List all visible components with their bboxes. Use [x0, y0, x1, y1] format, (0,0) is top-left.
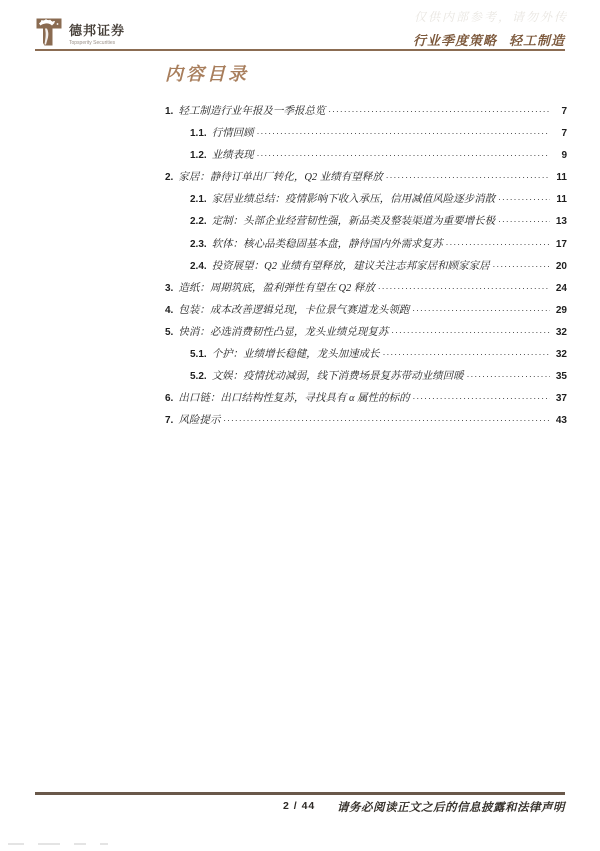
brand-block: [35, 15, 125, 48]
toc-title: 内容目录: [165, 64, 249, 84]
toc-item[interactable]: [165, 168, 567, 190]
toc-item[interactable]: [165, 345, 567, 367]
toc-item-number: 5.2.: [190, 371, 207, 383]
toc-item-title: 业绩表现: [211, 150, 254, 162]
toc-dot-leader: [413, 389, 550, 401]
scan-artifacts: [8, 843, 158, 847]
toc-item-page: 17: [555, 238, 567, 250]
toc-item-page: 7: [561, 106, 567, 117]
toc-item-number: 2.: [165, 172, 174, 184]
brand-text: [69, 15, 125, 46]
toc-item[interactable]: [165, 102, 567, 124]
brand-name: 德邦证券: [69, 23, 126, 38]
toc-item-number: 2.1.: [190, 194, 207, 206]
toc-item-title: 软体：核心品类稳固基本盘，静待国内外需求复苏: [211, 238, 443, 250]
toc-item-page: 35: [555, 371, 567, 383]
toc-item-number: 1.2.: [190, 150, 207, 162]
toc-item-page: 37: [555, 393, 567, 405]
toc-item-page: 13: [555, 216, 567, 228]
toc-item[interactable]: [165, 301, 567, 323]
toc-list: [165, 102, 567, 433]
toc-item[interactable]: [165, 124, 567, 146]
toc-item-number: 1.: [165, 106, 174, 117]
toc-item-page: 11: [556, 194, 567, 206]
toc-item[interactable]: [165, 279, 567, 301]
doc-meta: [413, 30, 565, 49]
toc-dot-leader: [378, 279, 550, 291]
toc-dot-leader: [498, 190, 550, 202]
toc-item-title: 投资展望：Q2 业绩有望释放，建议关注志邦家居和顾家家居: [211, 260, 490, 272]
page-indicator: 2 / 44: [283, 800, 316, 812]
toc-dot-leader: [383, 345, 550, 357]
footer-disclaimer: 请务必阅读正文之后的信息披露和法律声明: [337, 802, 565, 814]
toc-dot-leader: [328, 102, 550, 114]
toc-item[interactable]: [165, 367, 567, 389]
toc-item-page: 11: [556, 172, 567, 184]
toc-item-title: 快消：必选消费韧性凸显，龙头业绩兑现复苏: [178, 326, 389, 338]
footer-divider: [35, 792, 565, 795]
toc-item-page: 9: [561, 150, 567, 162]
leopard-logo-icon: [35, 15, 62, 48]
toc-item[interactable]: [165, 411, 567, 433]
toc-item-title: 个护：业绩增长稳健，龙头加速成长: [211, 349, 380, 361]
toc-item-title: 轻工制造行业年报及一季报总览: [178, 106, 326, 117]
toc-item-title: 文娱：疫情扰动减弱，线下消费场景复苏带动业绩回暖: [211, 371, 464, 383]
toc-item-title: 风险提示: [178, 415, 221, 427]
toc-item-title: 定制：头部企业经营韧性强，新品类及整装渠道为重要增长极: [211, 216, 496, 228]
toc-item-number: 2.3.: [190, 238, 207, 250]
toc-item-title: 造纸：周期筑底，盈利弹性有望在 Q2 释放: [178, 282, 375, 294]
toc-item-title: 家居：静待订单出厂转化，Q2 业绩有望释放: [178, 172, 383, 184]
toc-dot-leader: [257, 146, 550, 158]
toc-item-number: 5.: [165, 326, 174, 338]
industry-label: 轻工制造: [508, 33, 565, 48]
toc-item-number: 4.: [165, 304, 174, 316]
toc-item-number: 3.: [165, 282, 174, 294]
toc-item[interactable]: [165, 389, 567, 411]
toc-item[interactable]: [165, 146, 567, 168]
toc-item[interactable]: [165, 212, 567, 234]
toc-dot-leader: [493, 257, 550, 269]
header-divider: [35, 49, 565, 51]
toc-item-page: 32: [555, 349, 567, 361]
toc-item-page: 24: [555, 282, 567, 294]
toc-item-title: 包装：成本改善逻辑兑现，卡位景气赛道龙头领跑: [178, 304, 410, 316]
toc-item-number: 5.1.: [190, 349, 207, 361]
toc-item-title: 行情回顾: [211, 128, 254, 140]
toc-dot-leader: [446, 235, 550, 247]
toc-item-title: 家居业绩总结：疫情影响下收入承压，信用减值风险逐步消散: [211, 194, 496, 206]
toc-item-number: 1.1.: [190, 128, 207, 140]
toc-dot-leader: [412, 301, 550, 313]
toc-dot-leader: [467, 367, 550, 379]
toc-dot-leader: [257, 124, 550, 136]
toc-item[interactable]: [165, 190, 567, 212]
confidential-watermark: 仅供内部参考，请勿外传: [413, 10, 568, 24]
toc-item-number: 7.: [165, 415, 174, 427]
toc-dot-leader: [498, 212, 550, 224]
toc-dot-leader: [223, 411, 550, 423]
toc-item-number: 6.: [165, 393, 174, 405]
brand-subtitle: Topsperity Securities: [69, 40, 116, 46]
toc-item-page: 20: [555, 260, 567, 272]
table-of-contents: [165, 60, 567, 433]
doc-type-label: 行业季度策略: [412, 33, 497, 48]
toc-item-title: 出口链：出口结构性复苏，寻找具有 α 属性的标的: [178, 393, 410, 405]
toc-item[interactable]: [165, 323, 567, 345]
toc-item[interactable]: [165, 235, 567, 257]
toc-item-page: 29: [555, 304, 567, 316]
toc-dot-leader: [386, 168, 550, 180]
toc-item-page: 43: [555, 415, 567, 427]
toc-item-number: 2.4.: [190, 260, 207, 272]
toc-item-page: 32: [555, 326, 567, 338]
toc-item[interactable]: [165, 257, 567, 279]
toc-item-page: 7: [561, 128, 567, 140]
toc-dot-leader: [391, 323, 550, 335]
toc-item-number: 2.2.: [190, 216, 207, 228]
